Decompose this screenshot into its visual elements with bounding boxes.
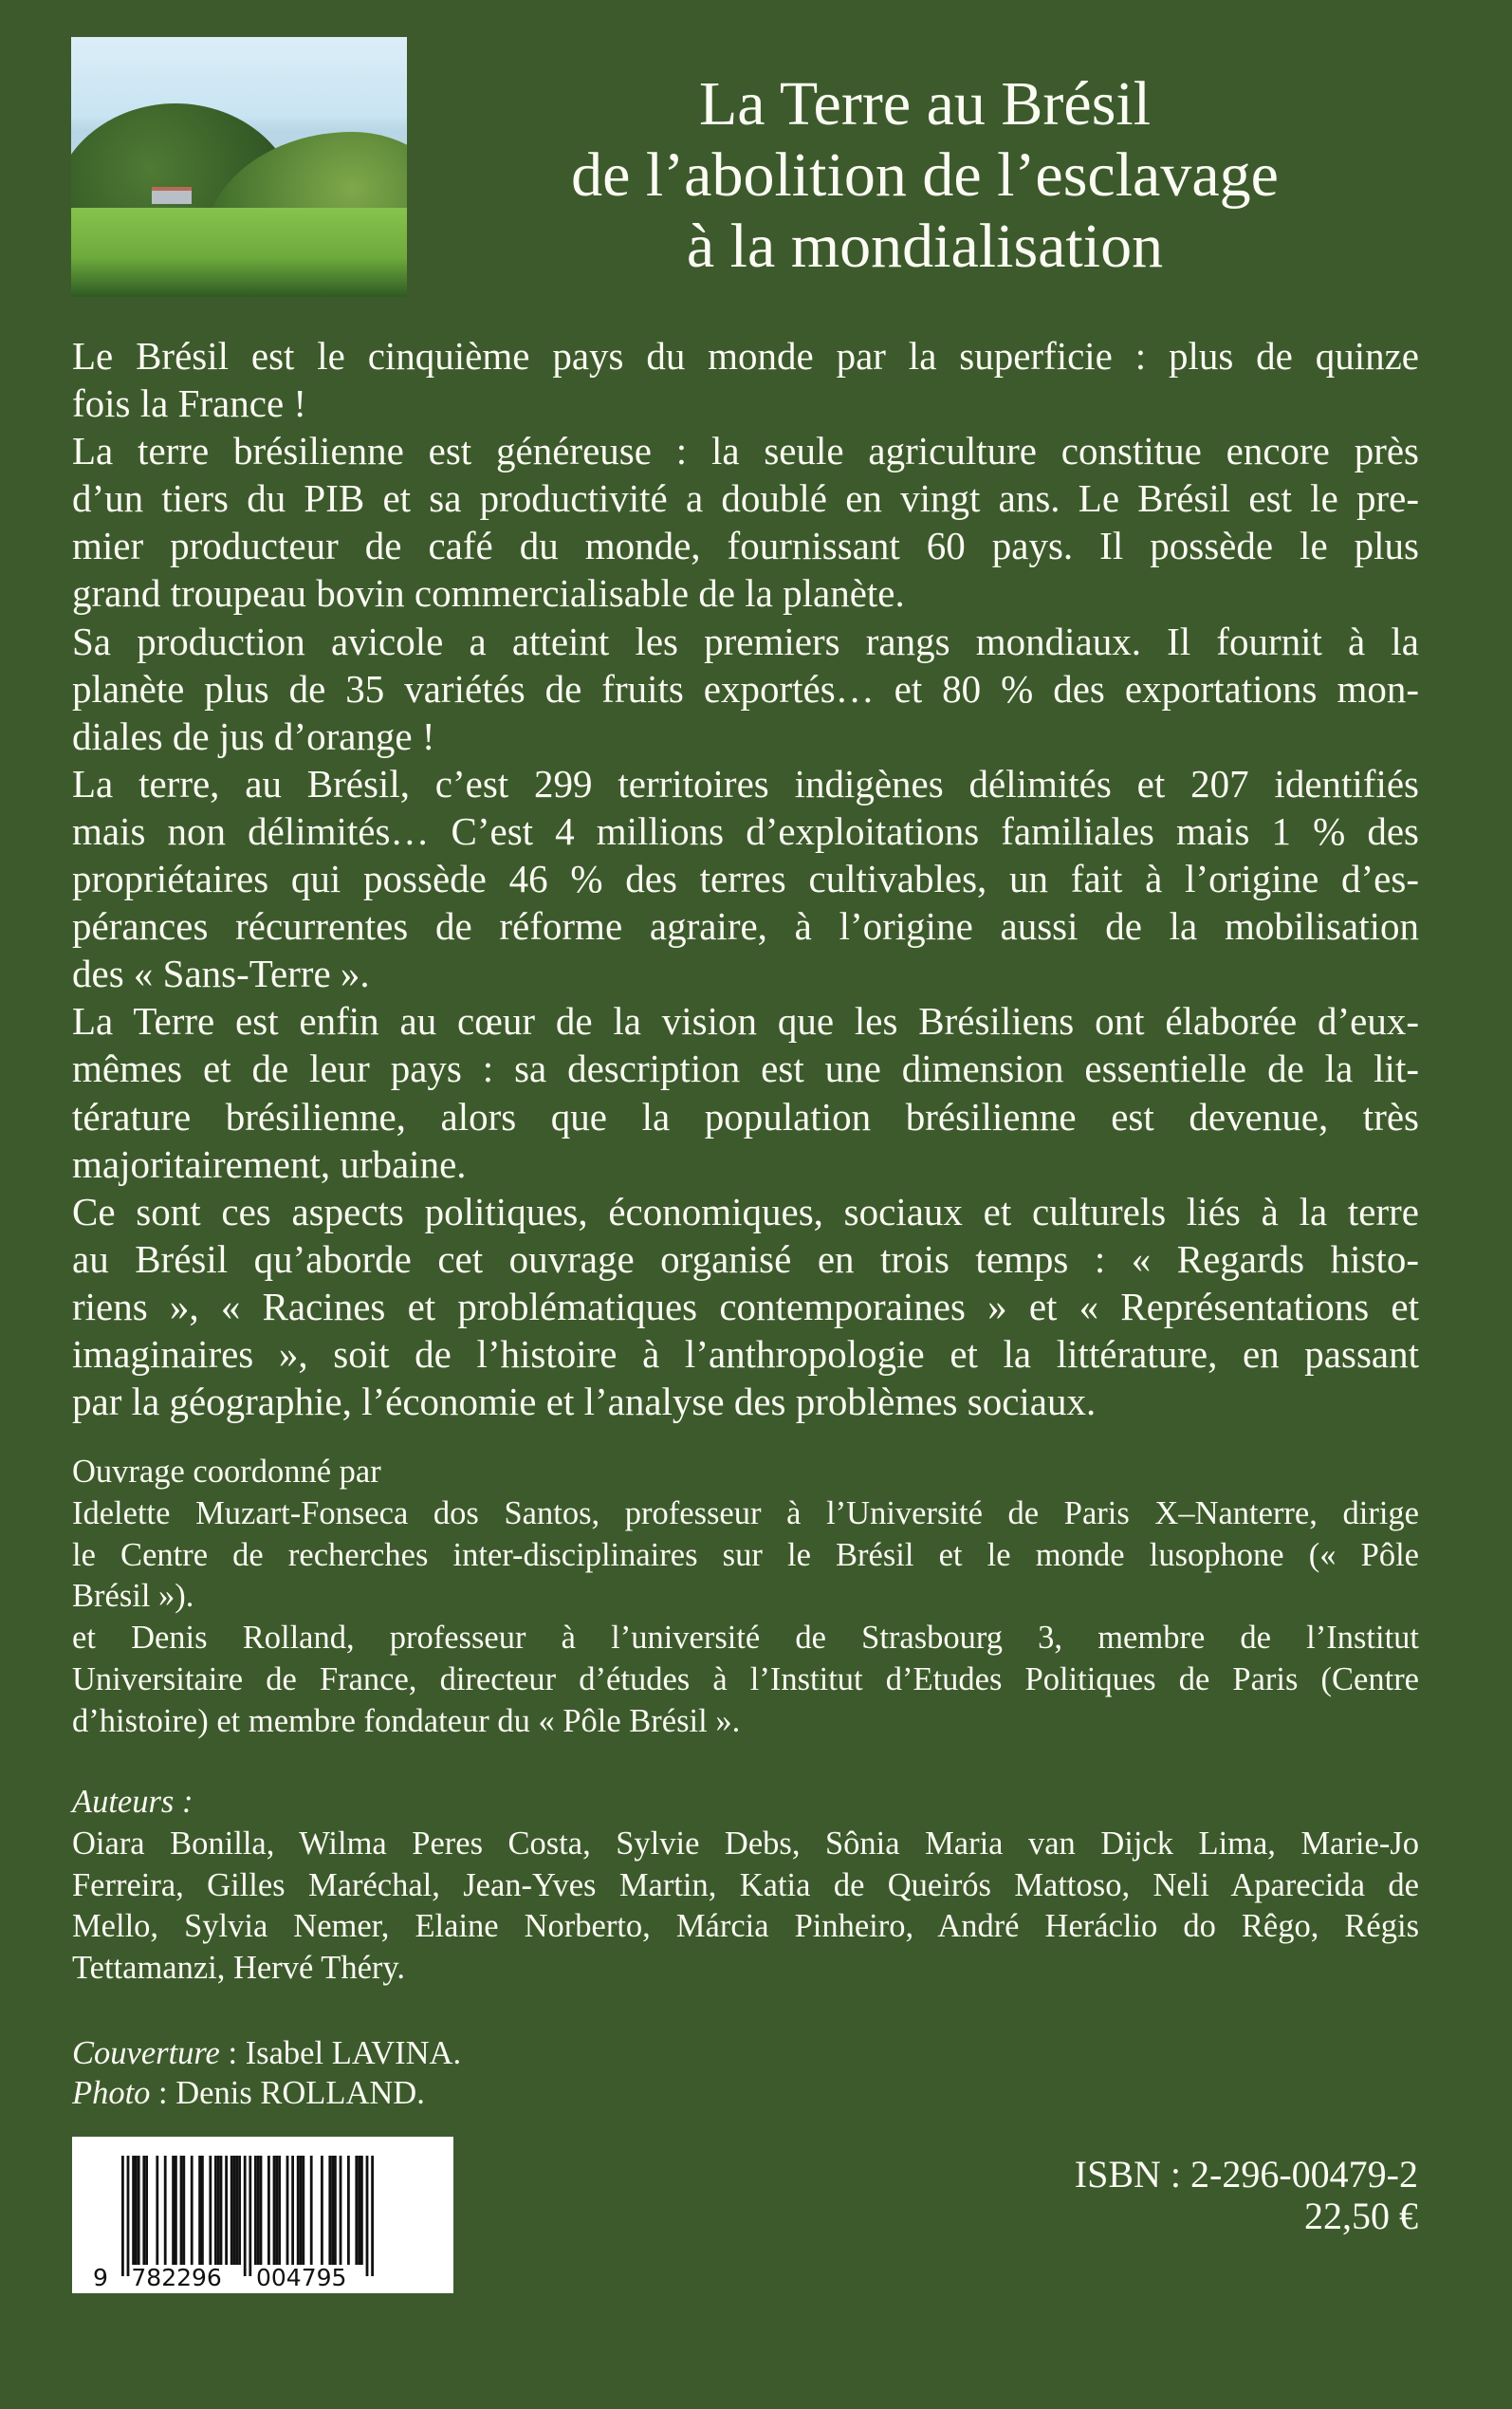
coordination-line: Brésil »).	[72, 1578, 194, 1615]
barcode-bar	[371, 2156, 374, 2276]
barcode-bar	[121, 2156, 124, 2276]
barcode-bar	[209, 2156, 212, 2265]
barcode-bar	[278, 2156, 281, 2265]
barcode-bar	[286, 2156, 289, 2265]
blurb-line: La terre, au Brésil, c’est 299 territoires indigènes délimités et 207 identifiés	[72, 761, 1419, 806]
barcode-bar	[135, 2156, 138, 2265]
barcode-bar	[331, 2156, 334, 2265]
blurb-text	[72, 332, 1419, 1425]
cover-photo	[71, 37, 407, 297]
blurb-line: planète plus de 35 variétés de fruits exportés… et 80 % des exportations mon-	[72, 666, 1419, 711]
blurb-line: par la géographie, l’économie et l’analyse des problèmes sociaux.	[72, 1380, 1097, 1424]
field	[71, 208, 407, 297]
authors-line: Ferreira, Gilles Maréchal, Jean-Yves Martin, Katia de Queirós Mattoso, Neli Aparecida de	[72, 1866, 1419, 1903]
authors-line: Mello, Sylvia Nemer, Elaine Norberto, Márcia Pinheiro, André Heráclio do Rêgo, Régis	[72, 1908, 1419, 1945]
barcode-bar	[238, 2156, 241, 2265]
blurb-line: propriétaires qui possède 46 % des terres cultivables, un fait à l’origine d’es-	[72, 857, 1419, 901]
authors-line: Tettamanzi, Hervé Théry.	[72, 1950, 406, 1987]
barcode-bar	[355, 2156, 358, 2265]
barcode-bar	[328, 2156, 331, 2265]
barcode-bar	[156, 2156, 158, 2265]
barcode-bar	[198, 2156, 201, 2265]
barcode-bar	[347, 2156, 350, 2265]
blurb-line: au Brésil qu’aborde cet ouvrage organisé en trois temps : « Regards histo-	[72, 1236, 1419, 1281]
barcode-bar	[244, 2156, 247, 2276]
barcode-bar	[249, 2156, 251, 2276]
barcode-bar	[172, 2156, 175, 2265]
credits-block	[72, 2033, 1419, 2113]
blurb-line: Le Brésil est le cinquième pays du monde par la superficie : plus de quinze	[72, 334, 1419, 378]
house	[152, 187, 192, 204]
barcode-bar	[164, 2156, 167, 2265]
isbn: ISBN : 2-296-00479-2	[1074, 2153, 1418, 2196]
coordination-line: d’histoire) et membre fondateur du « Pôle Brésil ».	[72, 1702, 741, 1739]
isbn-block	[1075, 2154, 1418, 2237]
barcode-bar	[138, 2156, 140, 2265]
barcode-bar	[340, 2156, 342, 2265]
barcode-bar	[175, 2156, 177, 2265]
barcode-bar	[366, 2156, 369, 2276]
barcode-bar	[191, 2156, 194, 2265]
barcode-bar	[230, 2156, 233, 2265]
blurb-line: riens », « Racines et problématiques contemporaines » et « Représentations et	[72, 1284, 1419, 1328]
barcode	[72, 2137, 453, 2293]
barcode-bar	[182, 2156, 185, 2265]
price: 22,50 €	[1304, 2195, 1418, 2237]
coordination-line: Idelette Muzart-Fonseca dos Santos, professeur à l’Université de Paris X–Nanterre, dirige	[72, 1494, 1419, 1531]
coordination-line: le Centre de recherches inter-disciplinaires sur le Brésil et le monde lusophone (« Pôle	[72, 1536, 1419, 1573]
barcode-bar	[217, 2156, 220, 2265]
barcode-bar	[291, 2156, 294, 2265]
barcode-bar	[220, 2156, 223, 2265]
subtitle-line: de l’abolition de l’esclavage	[571, 140, 1279, 210]
authors-label: Auteurs :	[72, 1784, 194, 1820]
blurb-line: pérances récurrentes de réforme agraire, à l’origine aussi de la mobilisation	[72, 904, 1419, 949]
blurb-line: La terre brésilienne est généreuse : la seule agriculture constitue encore près	[72, 429, 1419, 473]
photo-credit-value: : Denis ROLLAND.	[150, 2075, 425, 2111]
photo-credit-label: Photo	[72, 2075, 151, 2111]
blurb-line: fois la France !	[72, 381, 307, 426]
barcode-bar	[145, 2156, 148, 2265]
barcode-bar	[321, 2156, 323, 2265]
coordination-block	[72, 1452, 1419, 1743]
barcode-bar	[257, 2156, 260, 2265]
blurb-line: La Terre est enfin au cœur de la vision que les Brésiliens ont élaborée d’eux-	[72, 999, 1419, 1044]
blurb-line: térature brésilienne, alors que la population brésilienne est devenue, très	[72, 1094, 1419, 1139]
blurb-line: mier producteur de café du monde, fournissant 60 pays. Il possède le plus	[72, 524, 1419, 568]
barcode-bars	[72, 2137, 453, 2293]
barcode-bar	[275, 2156, 278, 2265]
cover-credit-label: Couverture	[72, 2035, 220, 2071]
blurb-line: d’un tiers du PIB et sa productivité a doublé en vingt ans. Le Brésil est le pre-	[72, 476, 1419, 521]
cover-credit-value: : Isabel LAVINA.	[219, 2035, 462, 2071]
barcode-bar	[260, 2156, 263, 2265]
barcode-digits: 9	[93, 2264, 108, 2291]
blurb-line: diales de jus d’orange !	[72, 713, 435, 758]
barcode-bar	[127, 2156, 130, 2276]
coordination-heading: Ouvrage coordonné par	[72, 1454, 381, 1490]
barcode-bar	[225, 2156, 228, 2265]
barcode-bar	[358, 2156, 360, 2265]
blurb-line: majoritairement, urbaine.	[72, 1141, 467, 1186]
barcode-bar	[302, 2156, 304, 2265]
authors-block	[72, 1782, 1419, 1990]
barcode-bar	[214, 2156, 217, 2265]
barcode-bar	[360, 2156, 363, 2265]
photo-credit	[72, 2073, 1419, 2113]
blurb-line: mais non délimités… C’est 4 millions d’exploitations familiales mais 1 % des	[72, 808, 1419, 853]
blurb-line: grand troupeau bovin commercialisable de la planète.	[72, 571, 905, 616]
barcode-bar	[180, 2156, 183, 2265]
barcode-bar	[273, 2156, 276, 2265]
blurb-line: des « Sans-Terre ».	[72, 952, 370, 996]
subtitle-line: à la mondialisation	[686, 212, 1164, 281]
barcode-bar	[300, 2156, 303, 2265]
coordination-line: Universitaire de France, directeur d’études à l’Institut d’Etudes Politiques de Paris (Centre	[72, 1660, 1419, 1697]
cover-credit	[72, 2033, 1419, 2073]
coordination-line: et Denis Rolland, professeur à l’université de Strasbourg 3, membre de l’Institut	[72, 1620, 1419, 1657]
blurb-line: mêmes et de leur pays : sa description est une dimension essentielle de la lit-	[72, 1047, 1419, 1091]
barcode-digits: 782296	[131, 2264, 222, 2291]
barcode-bar	[297, 2156, 300, 2265]
authors-line: Oiara Bonilla, Wilma Peres Costa, Sylvie Debs, Sônia Maria van Dijck Lima, Marie-Jo	[72, 1825, 1419, 1862]
barcode-bar	[233, 2156, 236, 2265]
book-title	[531, 68, 1318, 282]
title-line: La Terre au Brésil	[698, 69, 1152, 139]
blurb-line: imaginaires », soit de l’histoire à l’anthropologie et la littérature, en passant	[72, 1331, 1419, 1376]
barcode-bar	[142, 2156, 145, 2265]
barcode-bar	[310, 2156, 313, 2265]
barcode-bar	[267, 2156, 270, 2265]
barcode-bar	[235, 2156, 238, 2265]
barcode-bar	[334, 2156, 337, 2265]
barcode-bar	[254, 2156, 257, 2265]
blurb-line: Ce sont ces aspects politiques, économiques, sociaux et culturels liés à la terre	[72, 1189, 1419, 1233]
barcode-bar	[201, 2156, 204, 2265]
barcode-digits: 004795	[256, 2264, 347, 2291]
blurb-line: Sa production avicole a atteint les premiers rangs mondiaux. Il fournit à la	[72, 619, 1419, 663]
barcode-bar	[132, 2156, 135, 2265]
